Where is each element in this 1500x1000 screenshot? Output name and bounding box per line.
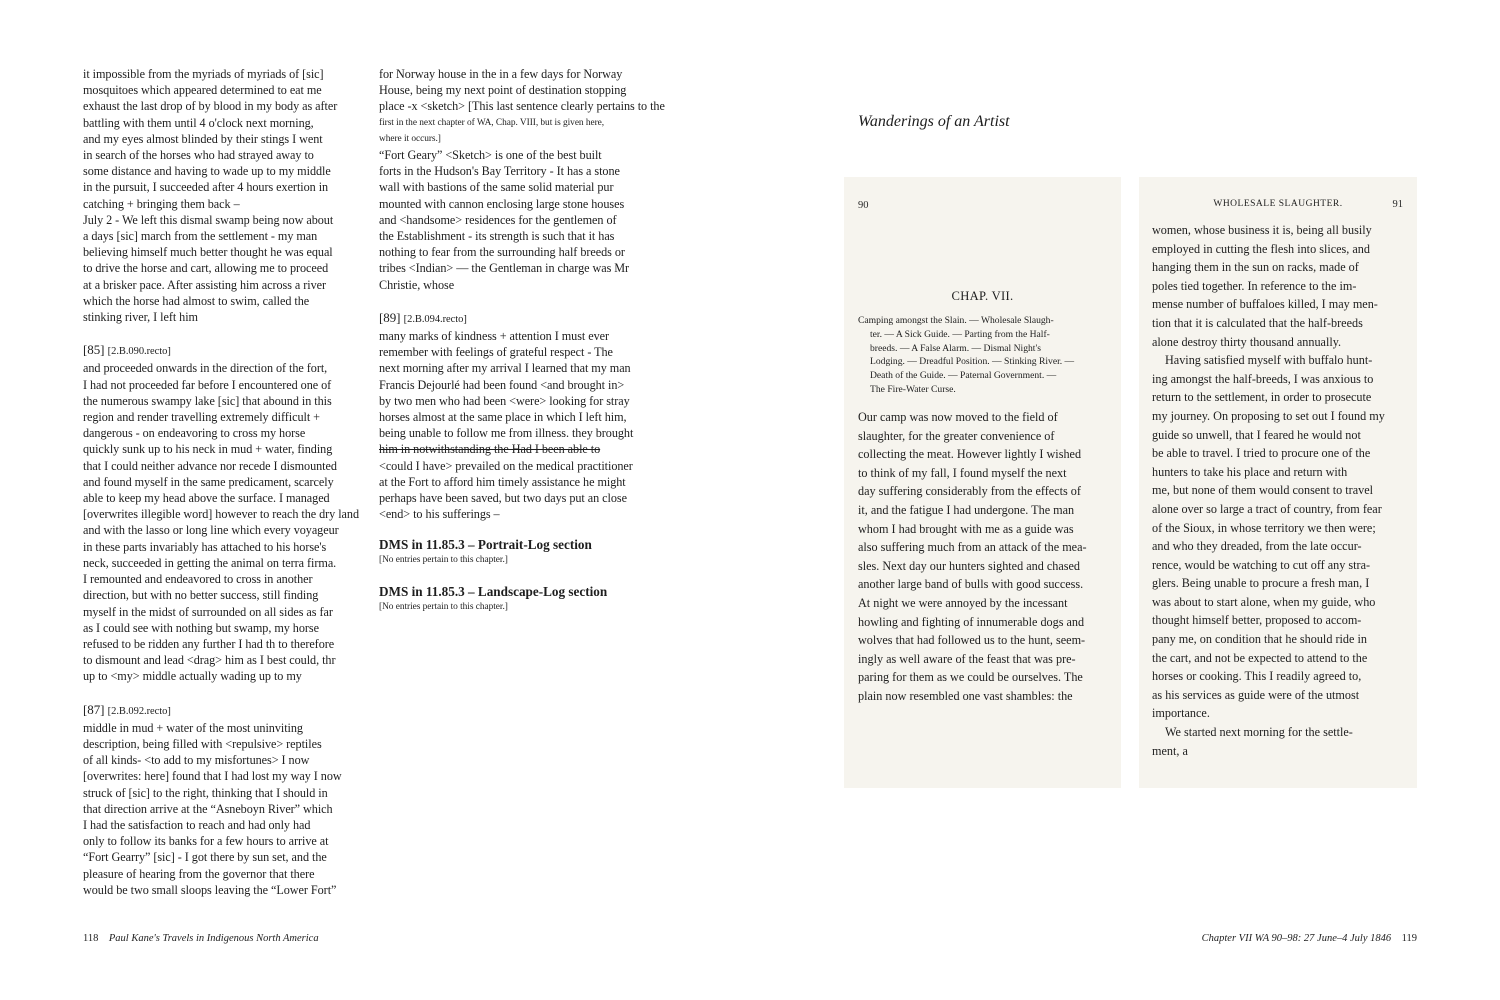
text-line: July 2 - We left this dismal swamp being now about <box>83 212 334 227</box>
folio-reference: [2.B.092.recto] <box>107 705 171 717</box>
text-line: <could I have> prevailed on the medical practitioner <box>379 458 633 473</box>
page-footer-right <box>1202 932 1417 946</box>
text-line: remember with feelings of grateful respect - The <box>379 345 613 360</box>
text-line: which the horse had almost to swim, called the <box>83 293 310 308</box>
text-line: mense number of buffaloes killed, I may men- <box>1152 297 1378 312</box>
text-line: at a brisker pace. After assisting him across a river <box>83 277 327 292</box>
paragraph <box>83 360 365 684</box>
text-line: middle in mud + water of the most uninviting <box>83 720 303 735</box>
folio-reference: [2.B.090.recto] <box>107 346 171 358</box>
chapter-synopsis <box>858 314 1108 397</box>
text-line: House, being my next point of destination stopping <box>379 83 627 98</box>
page-body-text <box>1152 221 1410 760</box>
text-line: day suffering considerably from the effects of <box>858 484 1081 499</box>
text-line: howling and fighting of innumerable dogs and <box>858 614 1085 629</box>
text-line: neck, succeeded in getting the animal on terra firma. <box>83 555 337 570</box>
text-line: horses or cooking. This I readily agreed to, <box>1152 669 1362 684</box>
text-line: of the Sioux, in whose territory we then were; <box>1152 520 1376 535</box>
paragraph <box>379 328 654 522</box>
text-line: women, whose business it is, being all busily <box>1152 223 1372 237</box>
text-line: battling with them until 4 o'clock next morning, <box>83 115 314 130</box>
text-line: At night we were annoyed by the incessant <box>858 595 1068 610</box>
page-number: 118 <box>83 933 99 944</box>
text-line: it, and the fatigue I had undergone. The man <box>858 502 1075 517</box>
page-number: 91 <box>1392 199 1403 210</box>
text-line: guide so unwell, that I feared he would not <box>1152 427 1361 442</box>
text-line: in the pursuit, I succeeded after 4 hours exertion in <box>83 180 329 195</box>
text-line: many marks of kindness + attention I must ever <box>379 329 609 344</box>
text-line: the Establishment - its strength is such that it has <box>379 229 615 244</box>
text-line: collecting the meat. However lightly I wished <box>858 447 1082 462</box>
text-line: that I could neither advance nor recede I dismounted <box>83 458 337 473</box>
text-line: in search of the horses who had strayed away to <box>83 148 314 163</box>
section-title: Wanderings of an Artist <box>858 113 1010 130</box>
text-line: struck of [sic] to the right, thinking that I should in <box>83 785 328 800</box>
text-line: and with the lasso or long line which every voyageur <box>83 523 339 538</box>
text-line: sles. Next day our hunters sighted and chased <box>858 558 1081 573</box>
page-footer-left <box>83 932 319 946</box>
text-line: rence, would be watching to cut off any stra- <box>1152 557 1371 572</box>
text-line: dangerous - on endeavoring to cross my horse <box>83 426 306 441</box>
text-line: where it occurs.] <box>379 133 441 144</box>
text-line: ing amongst the half-breeds, I was anxious to <box>1152 371 1374 386</box>
text-line: quickly sunk up to his neck in mud + water, finding <box>83 442 333 457</box>
folio-marker <box>83 342 365 360</box>
text-line: and my eyes almost blinded by their stings I went <box>83 131 323 146</box>
section-heading: DMS in 11.85.3 – Landscape-Log section <box>379 584 608 600</box>
text-line: nothing to fear from the surrounding half breeds or <box>379 245 625 260</box>
text-line: as I could see with nothing but swamp, my horse <box>83 620 319 635</box>
synopsis-line: Camping amongst the Slain. — Wholesale Slaugh- <box>858 315 1054 326</box>
section-heading: DMS in 11.85.3 – Portrait-Log section <box>379 537 592 553</box>
folio-reference: [2.B.094.recto] <box>403 313 467 325</box>
text-line: paring for them as we could be ourselves. The <box>858 670 1083 685</box>
text-line: only to follow its banks for a few hours to arrive at <box>83 834 329 849</box>
text-line: Christie, whose <box>379 277 455 292</box>
facsimile-page-90 <box>844 177 1121 788</box>
text-line: plain now resembled one vast shambles: the <box>858 688 1073 703</box>
text-line: to think of my fall, I found myself the next <box>858 465 1067 480</box>
text-line: place -x <sketch> [This last sentence clearly pertains to the <box>379 99 665 114</box>
text-line: thought himself better, proposed to accom- <box>1152 613 1362 628</box>
section-note: [No entries pertain to this chapter.] <box>379 602 508 613</box>
page-number: 90 <box>858 200 869 211</box>
text-line: slaughter, for the greater convenience of <box>858 428 1055 443</box>
text-line: stinking river, I left him <box>83 310 198 325</box>
text-line: pany me, on condition that he should ride in <box>1152 632 1367 647</box>
text-line: region and render travelling extremely difficult + <box>83 410 320 425</box>
text-line: I had not proceeded far before I encountered one of <box>83 377 332 392</box>
paragraph <box>83 66 365 325</box>
text-line: [overwrites illegible word] however to reach the dry land <box>83 507 360 522</box>
running-title: Chapter VII WA 90–98: 27 June–4 July 1846 <box>1201 933 1392 944</box>
text-line: my journey. On proposing to set out I found my <box>1152 408 1385 423</box>
text-line: tribes <Indian> — the Gentleman in charge was Mr <box>379 261 630 276</box>
text-line: some distance and having to wade up to my middle <box>83 164 331 179</box>
text-line: ingly as well aware of the feast that was pre- <box>858 651 1076 666</box>
text-line: wolves that had followed us to the hunt, seem- <box>858 633 1086 648</box>
text-line: for Norway house in the in a few days for Norway <box>379 67 623 81</box>
text-line: mosquitoes which appeared determined to eat me <box>83 83 322 98</box>
text-line: “Fort Gearry” [sic] - I got there by sun set, and the <box>83 850 327 865</box>
text-line: to dismount and lead <drag> him as I best could, thr <box>83 653 336 668</box>
page-number: 119 <box>1401 933 1417 944</box>
text-line: first in the next chapter of WA, Chap. VIII, but is given here, <box>379 117 605 128</box>
text-line: that direction arrive at the “Asneboyn River” which <box>83 801 333 816</box>
transcription-column-1 <box>83 66 365 898</box>
text-line: was about to start alone, when my guide, who <box>1152 594 1376 609</box>
text-line: me, but none of them would consent to travel <box>1152 483 1374 498</box>
text-line: to drive the horse and cart, allowing me to proceed <box>83 261 329 276</box>
facsimile-page-91 <box>1139 177 1417 788</box>
text-line: I had the satisfaction to reach and had only had <box>83 817 311 832</box>
text-line: I remounted and endeavored to cross in another <box>83 572 313 587</box>
text-line: We started next morning for the settle- <box>1165 725 1353 740</box>
text-line: it impossible from the myriads of myriads of [sic] <box>83 67 324 81</box>
text-line: alone destroy thirty thousand annually. <box>1152 334 1342 349</box>
folio-marker <box>379 310 654 328</box>
synopsis-line: Death of the Guide. — Paternal Government. — <box>870 370 1057 382</box>
text-line: horses almost at the same place in which I left him, <box>379 410 627 425</box>
text-line: Our camp was now moved to the field of <box>858 410 1058 424</box>
text-line: whom I had brought with me as a guide was <box>858 521 1074 536</box>
text-line: “Fort Geary” <Sketch> is one of the best built <box>379 148 602 163</box>
folio-marker <box>83 702 365 720</box>
text-line: poles tied together. In reference to the im- <box>1152 278 1357 293</box>
folio-number: [89] <box>379 309 401 325</box>
text-line: importance. <box>1152 706 1210 721</box>
text-line: return to the settlement, in order to prosecute <box>1152 390 1372 405</box>
text-line: able to keep my head above the surface. I managed <box>83 491 330 506</box>
text-line: myself in the midst of surrounded on all sides as far <box>83 604 333 619</box>
text-line: the cart, and not be expected to attend to the <box>1152 650 1368 665</box>
paragraph <box>83 720 365 898</box>
text-line: a days [sic] march from the settlement - my man <box>83 229 318 244</box>
text-line: alone over so large a tract of country, from fear <box>1152 501 1382 516</box>
text-line: wall with bastions of the same solid material pur <box>379 180 614 195</box>
text-line: up to <my> middle actually wading up to my <box>83 669 302 684</box>
text-line: Having satisfied myself with buffalo hunt- <box>1165 353 1373 368</box>
text-line: tion that it is calculated that the half-breeds <box>1152 315 1363 330</box>
text-line: mounted with cannon enclosing large stone houses <box>379 196 625 211</box>
text-line: believing himself much better thought he was equal <box>83 245 333 260</box>
text-line: exhaust the last drop of by blood in my body as after <box>83 99 338 114</box>
text-line: would be two small sloops leaving the “Lower Fort” <box>83 882 337 897</box>
synopsis-line: breeds. — A False Alarm. — Dismal Night's <box>870 342 1041 354</box>
text-line: description, being filled with <repulsive> reptiles <box>83 736 322 751</box>
text-line: him in notwithstanding the Had I been able to <box>379 442 601 457</box>
text-line: by two men who had been <were> looking for stray <box>379 393 630 408</box>
text-line: employed in cutting the flesh into slices, and <box>1152 241 1370 256</box>
text-line: forts in the Hudson's Bay Territory - It has a stone <box>379 164 620 179</box>
text-line: and found myself in the same predicament, scarcely <box>83 474 334 489</box>
text-line: being unable to follow me from illness. they brought <box>379 426 634 441</box>
transcription-column-2 <box>379 66 665 614</box>
text-line: [overwrites: here] found that I had lost my way I now <box>83 769 342 784</box>
folio-number: [87] <box>83 701 105 717</box>
text-line: hunters to take his place and return with <box>1152 464 1348 479</box>
text-line: of all kinds- <to add to my misfortunes> I now <box>83 753 310 768</box>
text-line: and proceeded onwards in the direction of the fort, <box>83 361 328 376</box>
text-line: the numerous swampy lake [sic] that abound in this <box>83 393 332 408</box>
text-line: and <handsome> residences for the gentlemen of <box>379 212 617 227</box>
text-line: at the Fort to afford him timely assistance he might <box>379 474 626 489</box>
text-line: glers. Being unable to procure a fresh man, I <box>1152 576 1370 591</box>
text-line: also suffering much from an attack of the mea- <box>858 540 1087 555</box>
text-line: catching + bringing them back – <box>83 196 240 211</box>
text-line: in these parts invariably has attached to his horse's <box>83 539 327 554</box>
text-line: <end> to his sufferings – <box>379 507 500 522</box>
page-body-text <box>858 408 1113 706</box>
text-line: refused to be ridden any further I had th to therefore <box>83 636 335 651</box>
synopsis-line: The Fire-Water Curse. <box>870 383 956 395</box>
paragraph <box>379 66 665 293</box>
text-line: ment, a <box>1152 743 1188 758</box>
text-line: hanging them in the sun on racks, made of <box>1152 260 1359 275</box>
text-line: as his services as guide were of the utmost <box>1152 687 1360 702</box>
text-line: direction, but with no better success, still finding <box>83 588 319 603</box>
chapter-heading: CHAP. VII. <box>951 289 1014 303</box>
folio-number: [85] <box>83 342 105 358</box>
running-head: WHOLESALE SLAUGHTER. <box>1213 199 1343 209</box>
text-line: be able to travel. I tried to procure one of the <box>1152 446 1371 461</box>
text-line: pleasure of hearing from the governor that there <box>83 866 315 881</box>
text-line: perhaps have been saved, but two days put an close <box>379 491 627 506</box>
running-title: Paul Kane's Travels in Indigenous North America <box>108 933 319 944</box>
text-line: and who they dreaded, from the late occur- <box>1152 539 1362 554</box>
synopsis-line: Lodging. — Dreadful Position. — Stinking River. — <box>870 356 1075 368</box>
text-line: next morning after my arrival I learned that my man <box>379 361 631 376</box>
synopsis-line: ter. — A Sick Guide. — Parting from the Half- <box>870 328 1050 340</box>
text-line: another large band of bulls with good success. <box>858 577 1084 592</box>
section-note: [No entries pertain to this chapter.] <box>379 555 508 566</box>
text-line: Francis Dejourlé had been found <and brought in> <box>379 377 625 392</box>
